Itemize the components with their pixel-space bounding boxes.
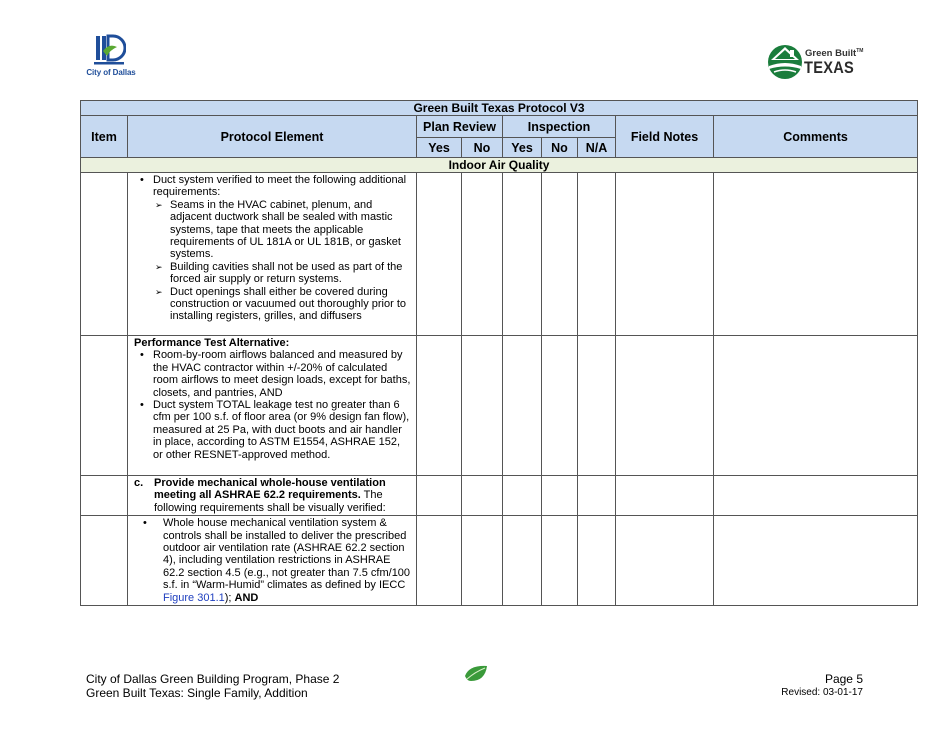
- table-row: [81, 516, 918, 606]
- field-notes-cell[interactable]: [616, 516, 714, 606]
- list-item: • Duct system TOTAL leakage test no greater than 6 cfm per 100 s.f. of floor area (or 9% design fan flow), measured at 25 Pa, with duct boots and air handler in place, according to ASTM E1554, ASHRAE 152, or other RESNET-approved method.: [110, 399, 412, 461]
- list-item: • Whole house mechanical ventilation system & controls shall be installed to deliver the prescribed outdoor air ventilation rate (ASHRAE 62.2 section 4), including ventilation restrictions in ASHRAE 62.2 section 4.5 (e.g., not greater than 7.5 cfm/100 s.f. in “Warm-Humid” climates as defined by IECC Figure 301.1); AND: [124, 517, 412, 604]
- header-protocol-element: Protocol Element: [128, 116, 417, 158]
- leaf-icon: [463, 664, 489, 684]
- inspection-yes-cell[interactable]: [503, 516, 542, 606]
- gbt-logo-line2: TEXAS: [804, 58, 855, 77]
- green-built-texas-logo: [767, 42, 864, 80]
- comments-cell[interactable]: [714, 173, 918, 336]
- header-comments: Comments: [714, 116, 918, 158]
- plan-yes-cell[interactable]: [417, 516, 462, 606]
- field-notes-cell[interactable]: [616, 173, 714, 336]
- header-plan-yes: Yes: [417, 138, 462, 158]
- green-house-icon: [767, 42, 803, 80]
- field-notes-cell[interactable]: [616, 336, 714, 476]
- protocol-cell: [128, 336, 417, 476]
- plan-no-cell[interactable]: [462, 516, 503, 606]
- figure-link[interactable]: Figure 301.1: [163, 591, 225, 604]
- city-of-dallas-logo: [85, 33, 137, 81]
- comments-cell[interactable]: [714, 476, 918, 516]
- footer-left: [86, 672, 339, 700]
- list-item: ➢ Duct openings shall either be covered during construction or vacuumed out thoroughly prior to installing registers, grilles, and diffusers: [153, 286, 412, 323]
- header-plan-no: No: [462, 138, 503, 158]
- inspection-na-cell[interactable]: [578, 336, 616, 476]
- footer-document-line: Green Built Texas: Single Family, Addition: [86, 686, 308, 700]
- header-plan-review: Plan Review: [417, 116, 503, 138]
- inspection-na-cell[interactable]: [578, 173, 616, 336]
- list-item: ➢ Building cavities shall not be used as part of the forced air supply or return systems.: [153, 261, 412, 286]
- inspection-yes-cell[interactable]: [503, 336, 542, 476]
- header-field-notes: Field Notes: [616, 116, 714, 158]
- comments-cell[interactable]: [714, 336, 918, 476]
- dallas-logo-caption: City of Dallas: [86, 68, 136, 77]
- inspection-no-cell[interactable]: [542, 476, 578, 516]
- plan-no-cell[interactable]: [462, 173, 503, 336]
- inspection-yes-cell[interactable]: [503, 476, 542, 516]
- header-inspection-na: N/A: [578, 138, 616, 158]
- dallas-d-mark-icon: [94, 33, 126, 66]
- plan-yes-cell[interactable]: [417, 173, 462, 336]
- item-cell: [81, 476, 128, 516]
- protocol-cell: [128, 173, 417, 336]
- footer-program-line: City of Dallas Green Building Program, Phase 2: [86, 672, 340, 686]
- protocol-table: [80, 100, 918, 606]
- plan-no-cell[interactable]: [462, 476, 503, 516]
- header-inspection: Inspection: [503, 116, 616, 138]
- inspection-na-cell[interactable]: [578, 516, 616, 606]
- protocol-cell: [128, 476, 417, 516]
- revised-date: Revised: 03-01-17: [781, 687, 863, 698]
- protocol-cell: [128, 516, 417, 606]
- inspection-no-cell[interactable]: [542, 516, 578, 606]
- page-number: Page 5: [824, 672, 863, 686]
- plan-no-cell[interactable]: [462, 336, 503, 476]
- item-cell: [81, 516, 128, 606]
- table-title: Green Built Texas Protocol V3: [81, 101, 918, 116]
- list-item: • Duct system verified to meet the following additional requirements: ➢ Seams in the HVAC cabinet, plenum, and adjacent ductwork shall be sealed with mastic systems, tape that meets the applicable requirements of UL 181A or UL 181B, or gasket systems. ➢ Building cavities shall not be used as part of the forced air supply or return systems. ➢ Duct openings shall either be covered during construction or vacuumed out thoroughly prior to installing registers, grilles, and diffusers: [110, 174, 412, 323]
- inspection-na-cell[interactable]: [578, 476, 616, 516]
- item-letter: c.: [134, 477, 144, 489]
- inspection-yes-cell[interactable]: [503, 173, 542, 336]
- inspection-no-cell[interactable]: [542, 173, 578, 336]
- gbt-logo-line1: Green Built™: [805, 48, 864, 60]
- section-indoor-air-quality: Indoor Air Quality: [81, 158, 918, 173]
- field-notes-cell[interactable]: [616, 476, 714, 516]
- performance-test-title: Performance Test Alternative:: [134, 337, 290, 349]
- header-inspection-yes: Yes: [503, 138, 542, 158]
- plan-yes-cell[interactable]: [417, 476, 462, 516]
- header-inspection-no: No: [542, 138, 578, 158]
- comments-cell[interactable]: [714, 516, 918, 606]
- plan-yes-cell[interactable]: [417, 336, 462, 476]
- list-item: • Room-by-room airflows balanced and measured by the HVAC contractor within +/-20% of calculated room airflows to meet design loads, except for baths, closets, and pantries, AND: [110, 349, 412, 399]
- list-item: ➢ Seams in the HVAC cabinet, plenum, and adjacent ductwork shall be sealed with mastic systems, tape that meets the applicable requirements of UL 181A or UL 181B, or gasket systems.: [153, 199, 412, 261]
- table-row: [81, 173, 918, 336]
- table-row: [81, 476, 918, 516]
- inspection-no-cell[interactable]: [542, 336, 578, 476]
- header-item: Item: [81, 116, 128, 158]
- ventilation-requirement: c. Provide mechanical whole-house ventilation meeting all ASHRAE 62.2 requirements. The following requirements shall be visually verified:: [134, 477, 386, 514]
- table-row: [81, 336, 918, 476]
- footer-right: [781, 672, 863, 700]
